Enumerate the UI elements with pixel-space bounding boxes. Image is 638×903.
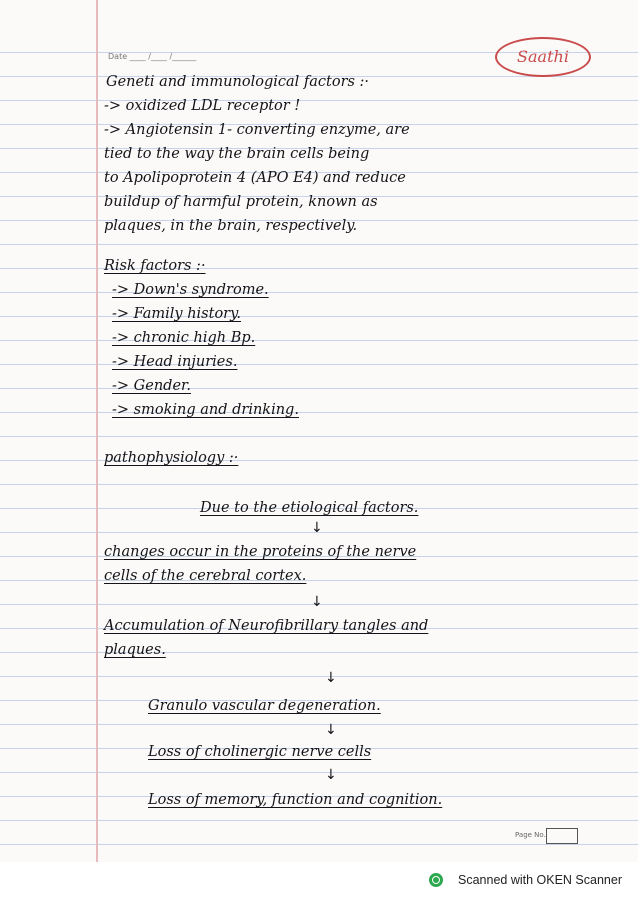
genetic-line-4: to Apolipoprotein 4 (APO E4) and reduce bbox=[104, 170, 406, 186]
genetic-line-6: plaques, in the brain, respectively. bbox=[104, 218, 358, 234]
brand-logo: Saathi bbox=[495, 37, 591, 77]
risk-item-1: -> Down's syndrome. bbox=[112, 282, 269, 298]
flow-step-6: Loss of memory, function and cognition. bbox=[148, 792, 443, 808]
flow-arrow-4: ↓ bbox=[325, 722, 337, 738]
flow-arrow-2: ↓ bbox=[311, 594, 323, 610]
risk-item-6: -> smoking and drinking. bbox=[112, 402, 299, 418]
flow-step-4: Granulo vascular degeneration. bbox=[148, 698, 381, 714]
flow-arrow-3: ↓ bbox=[325, 670, 337, 686]
flow-step-1: Due to the etiological factors. bbox=[200, 500, 419, 516]
flow-step-3-line-2: plaques. bbox=[104, 642, 166, 658]
flow-step-2-line-1: changes occur in the proteins of the nerve bbox=[104, 544, 417, 560]
genetic-line-5: buildup of harmful protein, known as bbox=[104, 194, 378, 210]
genetic-line-2: -> Angiotensin 1- converting enzyme, are bbox=[104, 122, 410, 138]
flow-step-5: Loss of cholinergic nerve cells bbox=[148, 744, 372, 760]
margin-line bbox=[96, 0, 98, 862]
date-label: Date ____ /____ /______ bbox=[108, 52, 197, 61]
flow-step-2-line-2: cells of the cerebral cortex. bbox=[104, 568, 307, 584]
page-number-box bbox=[546, 828, 578, 844]
risk-item-4: -> Head injuries. bbox=[112, 354, 238, 370]
risk-item-3: -> chronic high Bp. bbox=[112, 330, 256, 346]
page-number-label: Page No. bbox=[515, 831, 546, 839]
scanner-logo-icon bbox=[429, 873, 443, 887]
risk-item-2: -> Family history. bbox=[112, 306, 241, 322]
scanner-watermark: Scanned with OKEN Scanner bbox=[458, 873, 622, 887]
flow-arrow-5: ↓ bbox=[325, 767, 337, 783]
risk-heading: Risk factors :· bbox=[104, 258, 206, 274]
risk-item-5: -> Gender. bbox=[112, 378, 191, 394]
patho-heading: pathophysiology :· bbox=[104, 450, 239, 466]
flow-arrow-1: ↓ bbox=[311, 520, 323, 536]
genetic-heading: Geneti and immunological factors :· bbox=[106, 74, 370, 90]
genetic-line-3: tied to the way the brain cells being bbox=[104, 146, 370, 162]
flow-step-3-line-1: Accumulation of Neurofibrillary tangles and bbox=[104, 618, 429, 634]
genetic-line-1: -> oxidized LDL receptor ! bbox=[104, 98, 301, 114]
